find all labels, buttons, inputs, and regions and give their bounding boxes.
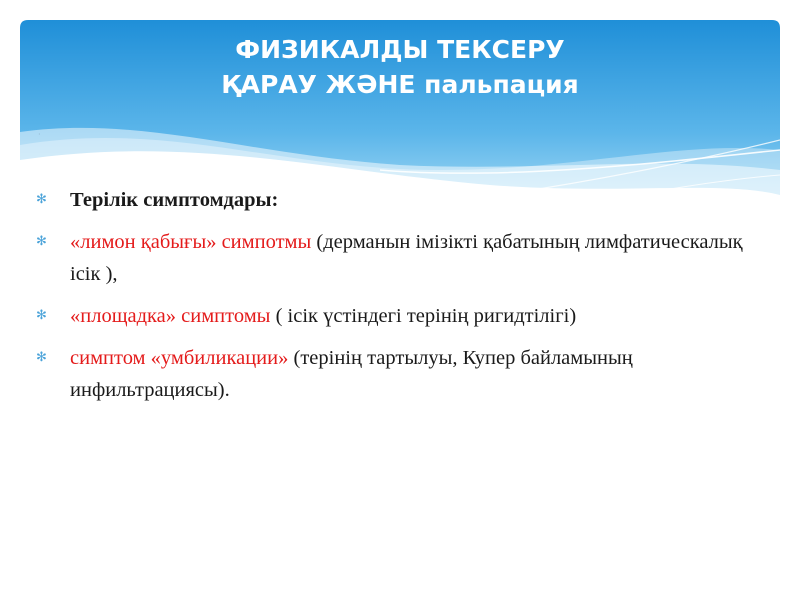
title-line-1: ФИЗИКАЛДЫ ТЕКСЕРУ bbox=[235, 35, 565, 64]
asterisk-bullet-icon: ✻ bbox=[36, 350, 47, 365]
bullet-text: (дерманын імізікті қабатының лимфатическалық ісік ), bbox=[70, 231, 743, 285]
title-line-2: ҚАРАУ ЖӘНЕ пальпация bbox=[221, 70, 579, 99]
slide-title bbox=[20, 32, 780, 102]
bullet-item bbox=[36, 184, 756, 216]
bullet-heading: Терілік симптомдары: bbox=[70, 189, 279, 211]
bullet-highlight: симптом «умбиликации» bbox=[70, 347, 294, 369]
asterisk-bullet-icon: ✻ bbox=[36, 308, 47, 323]
asterisk-bullet-icon: ✻ bbox=[36, 192, 47, 207]
bullet-highlight: «площадка» симптомы bbox=[70, 305, 271, 327]
bullet-list bbox=[36, 184, 756, 416]
bullet-item bbox=[36, 226, 756, 290]
asterisk-bullet-icon: ✻ bbox=[36, 234, 47, 249]
decorative-dot: · bbox=[38, 130, 41, 139]
bullet-item bbox=[36, 342, 756, 406]
bullet-text: ( ісік үстіндегі терінің ригидтілігі) bbox=[270, 305, 577, 327]
bullet-text: (терінің тартылуы, Купер байламының инфильтрациясы). bbox=[70, 347, 633, 401]
bullet-item bbox=[36, 300, 756, 332]
bullet-highlight: «лимон қабығы» симпотмы bbox=[70, 231, 312, 253]
